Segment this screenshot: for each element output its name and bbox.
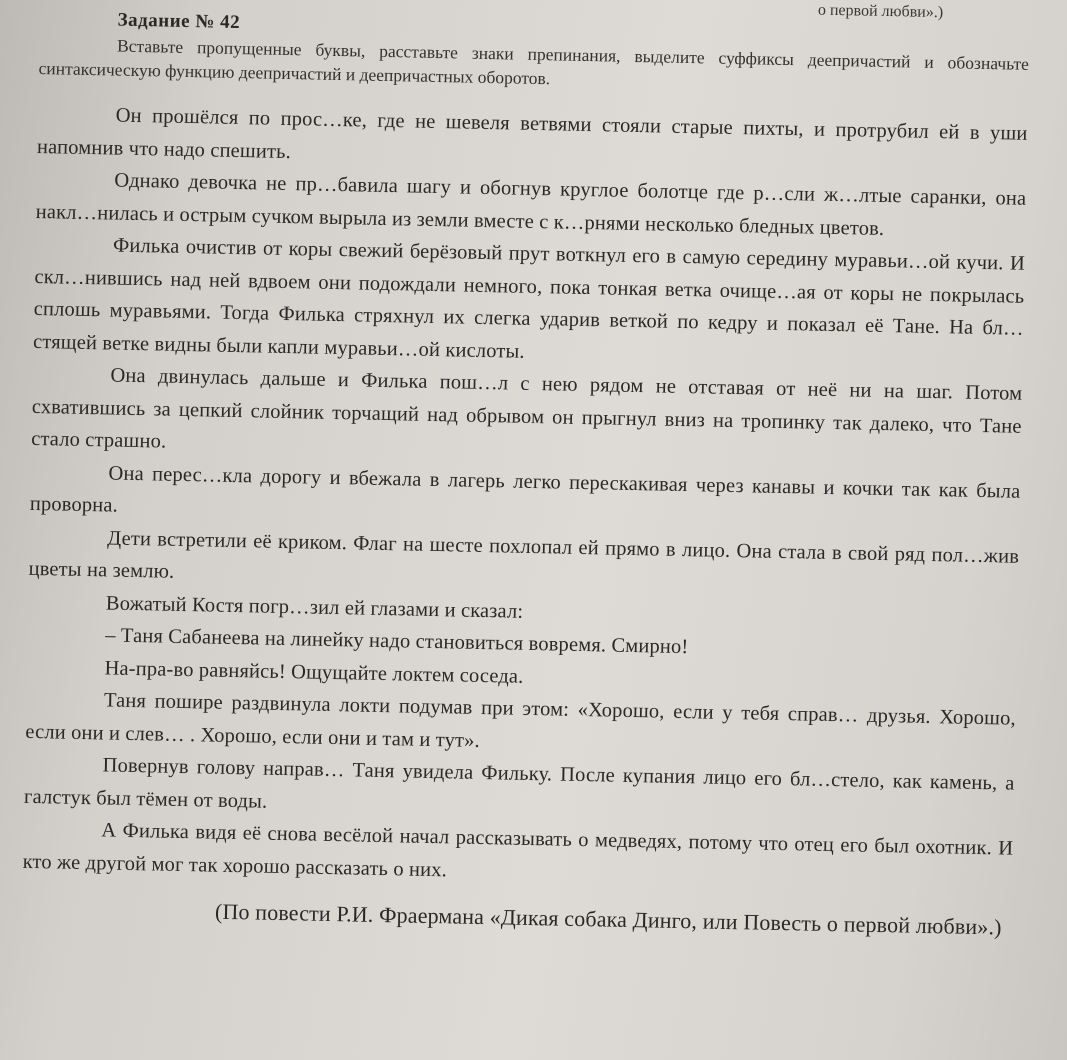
paragraph: Филька очистив от коры свежий берёзовый прут воткнул его в самую середину муравьи…ой кучи. И скл…нившись над ней вдвоем они подождали немного, пока тонкая ветка очище…ая от коры не покрылась сплошь муравьями. Тогда Филька стряхнул их слегка ударив веткой по кедру и показал её Тане. На бл…стящей ветке видны были капли муравьи…ой кислоты. [32,234,1026,363]
paragraph: Повернув голову направ… Таня увидела Фильку. После купания лицо его бл…стело, как камень, а галстук был тёмен от воды. [23,754,1015,813]
paragraph: Вожатый Костя погр…зил ей глазами и сказал: [105,591,524,623]
page-sheet [21,0,1029,944]
paragraph: А Филька видя её снова весёлой начал рассказывать о медведях, потому что отец его был охотник. И кто же другой мог так хорошо рассказать о них. [22,819,1014,881]
exercise-text [21,98,1027,944]
source-citation: (По повести Р.И. Фраермана «Дикая собака Динго, или Повесть о первой любви».) [214,898,1002,940]
paragraph: Таня пошире раздвинула локти подумав при этом: «Хорошо, если у тебя справ… друзья. Хорошо, если они и слев… . Хорошо, если они и там и тут». [25,689,1016,752]
paragraph: Она перес…кла дорогу и вбежала в лагерь легко перескакивая через канавы и кочки так как была проворна. [29,461,1021,517]
corner-caption: о первой любви».) [817,1,944,22]
paragraph: Однако девочка не пр…бавила шагу и обогнув круглое болотце где р…сли ж…лтые саранки, она накл…нилась и острым сучком вырыла из земли вместе с к…рнями несколько бледных цветов. [35,169,1027,240]
paragraph: Он прошёлся по прос…ке, где не шевеля ветвями стояли старые пихты, и протрубил ей в уши напомнив что надо спешить. [36,104,1028,163]
task-title: Задание № 42 [117,9,241,34]
paragraph: Она двинулась дальше и Филька пош…л с нею рядом не отставая от неё ни на шаг. Потом схватившись за цепкий слойник торчащий над обрывом он прыгнул вниз на тропинку так далеко, что Тане стало страшно. [30,364,1023,453]
paragraph: Дети встретили её криком. Флаг на шесте похлопал ей прямо в лицо. Она стала в свой ряд пол…жив цветы на землю. [28,526,1020,583]
paragraph: На-пра-во равняйсь! Ощущайте локтем соседа. [104,656,524,688]
task-instruction: Вставьте пропущенные буквы, расставьте знаки препинания, выделите суффиксы деепричастий и обозначьте синтаксическую функцию деепричастий и деепричастных оборотов. [38,35,1030,89]
paragraph: – Таня Сабанеева на линейку надо становиться вовремя. Смирно! [105,624,689,659]
